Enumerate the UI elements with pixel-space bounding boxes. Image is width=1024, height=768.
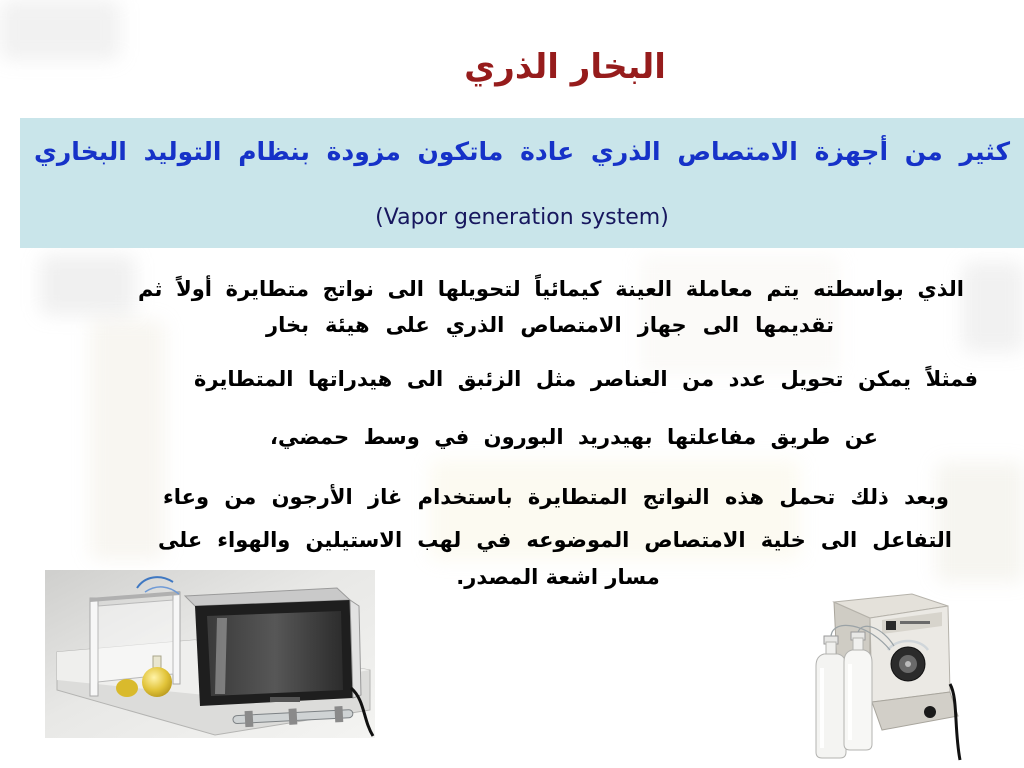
intro-box (20, 118, 1024, 248)
body-line (158, 522, 952, 558)
intro-arabic-text: كثير من أجهزة الامتصاص الذري عادة ماتكون مزودة بنظام التوليد البخاري (34, 137, 1010, 166)
body-line-text: عن طريق مفاعلتها بهيدريد البورون في وسط حمضي، (270, 425, 878, 449)
slide-title: البخار الذري (464, 47, 666, 87)
hydride-generator-pump-photo (808, 588, 962, 762)
intro-arabic-line (34, 132, 1010, 172)
body-line (266, 307, 834, 343)
intro-english-line: (Vapor generation system) (375, 205, 669, 230)
watermark-shape (90, 320, 165, 560)
body-line-text: وبعد ذلك تحمل هذه النواتج المتطايرة باستخدام غاز الأرجون من وعاء (163, 485, 949, 509)
body-line (194, 361, 978, 397)
body-line-text: مسار اشعة المصدر. (456, 565, 660, 589)
vapor-generation-apparatus-photo (45, 570, 375, 738)
body-line (163, 479, 949, 515)
body-line-text: التفاعل الى خلية الامتصاص الموضوعه في لهب الاستيلين والهواء على (158, 528, 952, 552)
body-line-text: تقديمها الى جهاز الامتصاص الذري على هيئة بخار (266, 313, 834, 337)
black-chamber (185, 588, 361, 706)
body-line (138, 271, 964, 307)
body-line (270, 419, 878, 455)
body-line (440, 559, 676, 595)
watermark-shape (0, 0, 120, 60)
body-line-text: فمثلاً يمكن تحويل عدد من العناصر مثل الزئبق الى هيدراتها المتطايرة (194, 367, 978, 391)
watermark-shape (40, 255, 135, 315)
watermark-shape (962, 262, 1024, 352)
body-line-text: الذي بواسطته يتم معاملة العينة كيمائياً لتحويلها الى نواتج متطايرة أولاً ثم (138, 277, 964, 301)
